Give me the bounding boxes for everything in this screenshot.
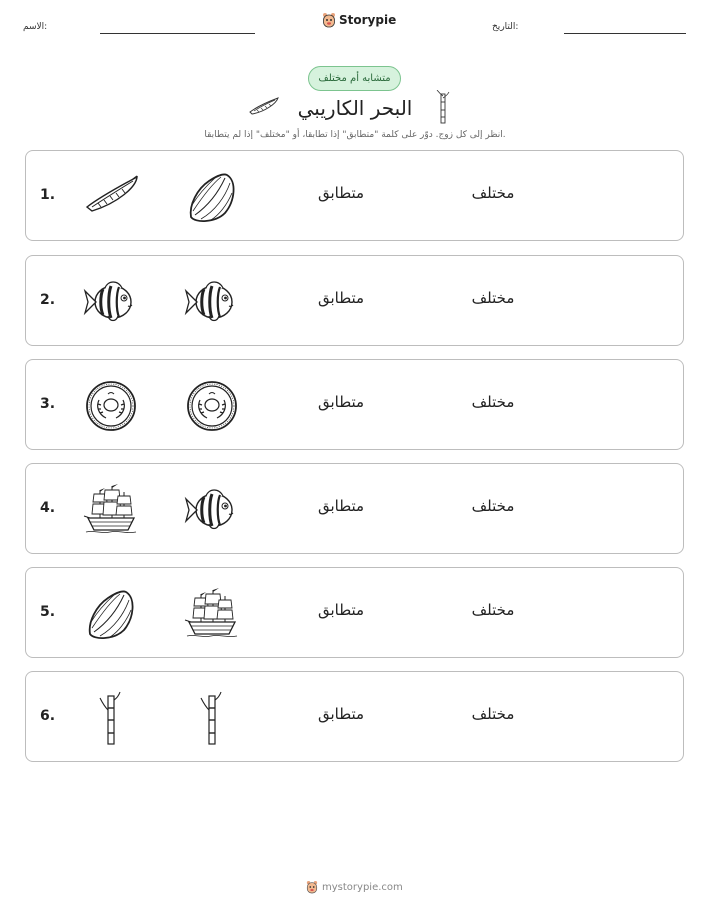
instructions: انظر إلى كل زوج. دوّر على كلمة "متطابق" إذا تطابقا، أو "مختلف" إذا لم يتطابقا. [204,130,506,140]
different-option[interactable]: مختلف [471,184,515,202]
fish-icon [82,274,140,329]
fish-icon [183,482,241,537]
sugarcane-icon [183,690,241,745]
same-option[interactable]: متطابق [317,601,365,619]
coin-icon [183,378,241,433]
storypie-logo-icon [306,880,318,894]
date-line[interactable] [564,33,686,34]
name-line[interactable] [100,33,255,34]
different-option[interactable]: مختلف [471,393,515,411]
coconut-icon [82,586,140,641]
row-number: 3. [40,396,56,412]
row-number: 6. [40,708,56,724]
same-option[interactable]: متطابق [317,289,365,307]
same-option[interactable]: متطابق [317,705,365,723]
row-number: 2. [40,292,56,308]
same-option[interactable]: متطابق [317,393,365,411]
page-title-block [240,96,470,126]
footer-url[interactable]: mystorypie.com [322,881,403,893]
name-label: الاسم: [23,22,48,32]
brand-name: Storypie [339,13,397,27]
storypie-logo-icon [322,12,336,28]
canoe-icon [82,169,140,224]
page-title: البحر الكاريبي [297,96,413,120]
pair-row-5 [25,567,684,658]
pair-row-6 [25,671,684,762]
row-number: 1. [40,187,56,203]
coconut-icon [183,169,241,224]
row-number: 4. [40,500,56,516]
different-option[interactable]: مختلف [471,601,515,619]
footer [306,880,403,894]
pair-row-1 [25,150,684,241]
worksheet-type-badge: متشابه أم مختلف [308,66,401,91]
brand [322,12,396,28]
same-option[interactable]: متطابق [317,184,365,202]
ship-icon [183,586,241,641]
ship-icon [82,482,140,537]
same-option[interactable]: متطابق [317,497,365,515]
coin-icon [82,378,140,433]
different-option[interactable]: مختلف [471,289,515,307]
pair-row-2 [25,255,684,346]
pair-row-4 [25,463,684,554]
different-option[interactable]: مختلف [471,497,515,515]
date-label: التاريخ: [492,22,519,32]
sugarcane-icon [436,90,450,124]
fish-icon [183,274,241,329]
different-option[interactable]: مختلف [471,705,515,723]
pair-row-3 [25,359,684,450]
row-number: 5. [40,604,56,620]
canoe-icon [248,96,280,118]
sugarcane-icon [82,690,140,745]
